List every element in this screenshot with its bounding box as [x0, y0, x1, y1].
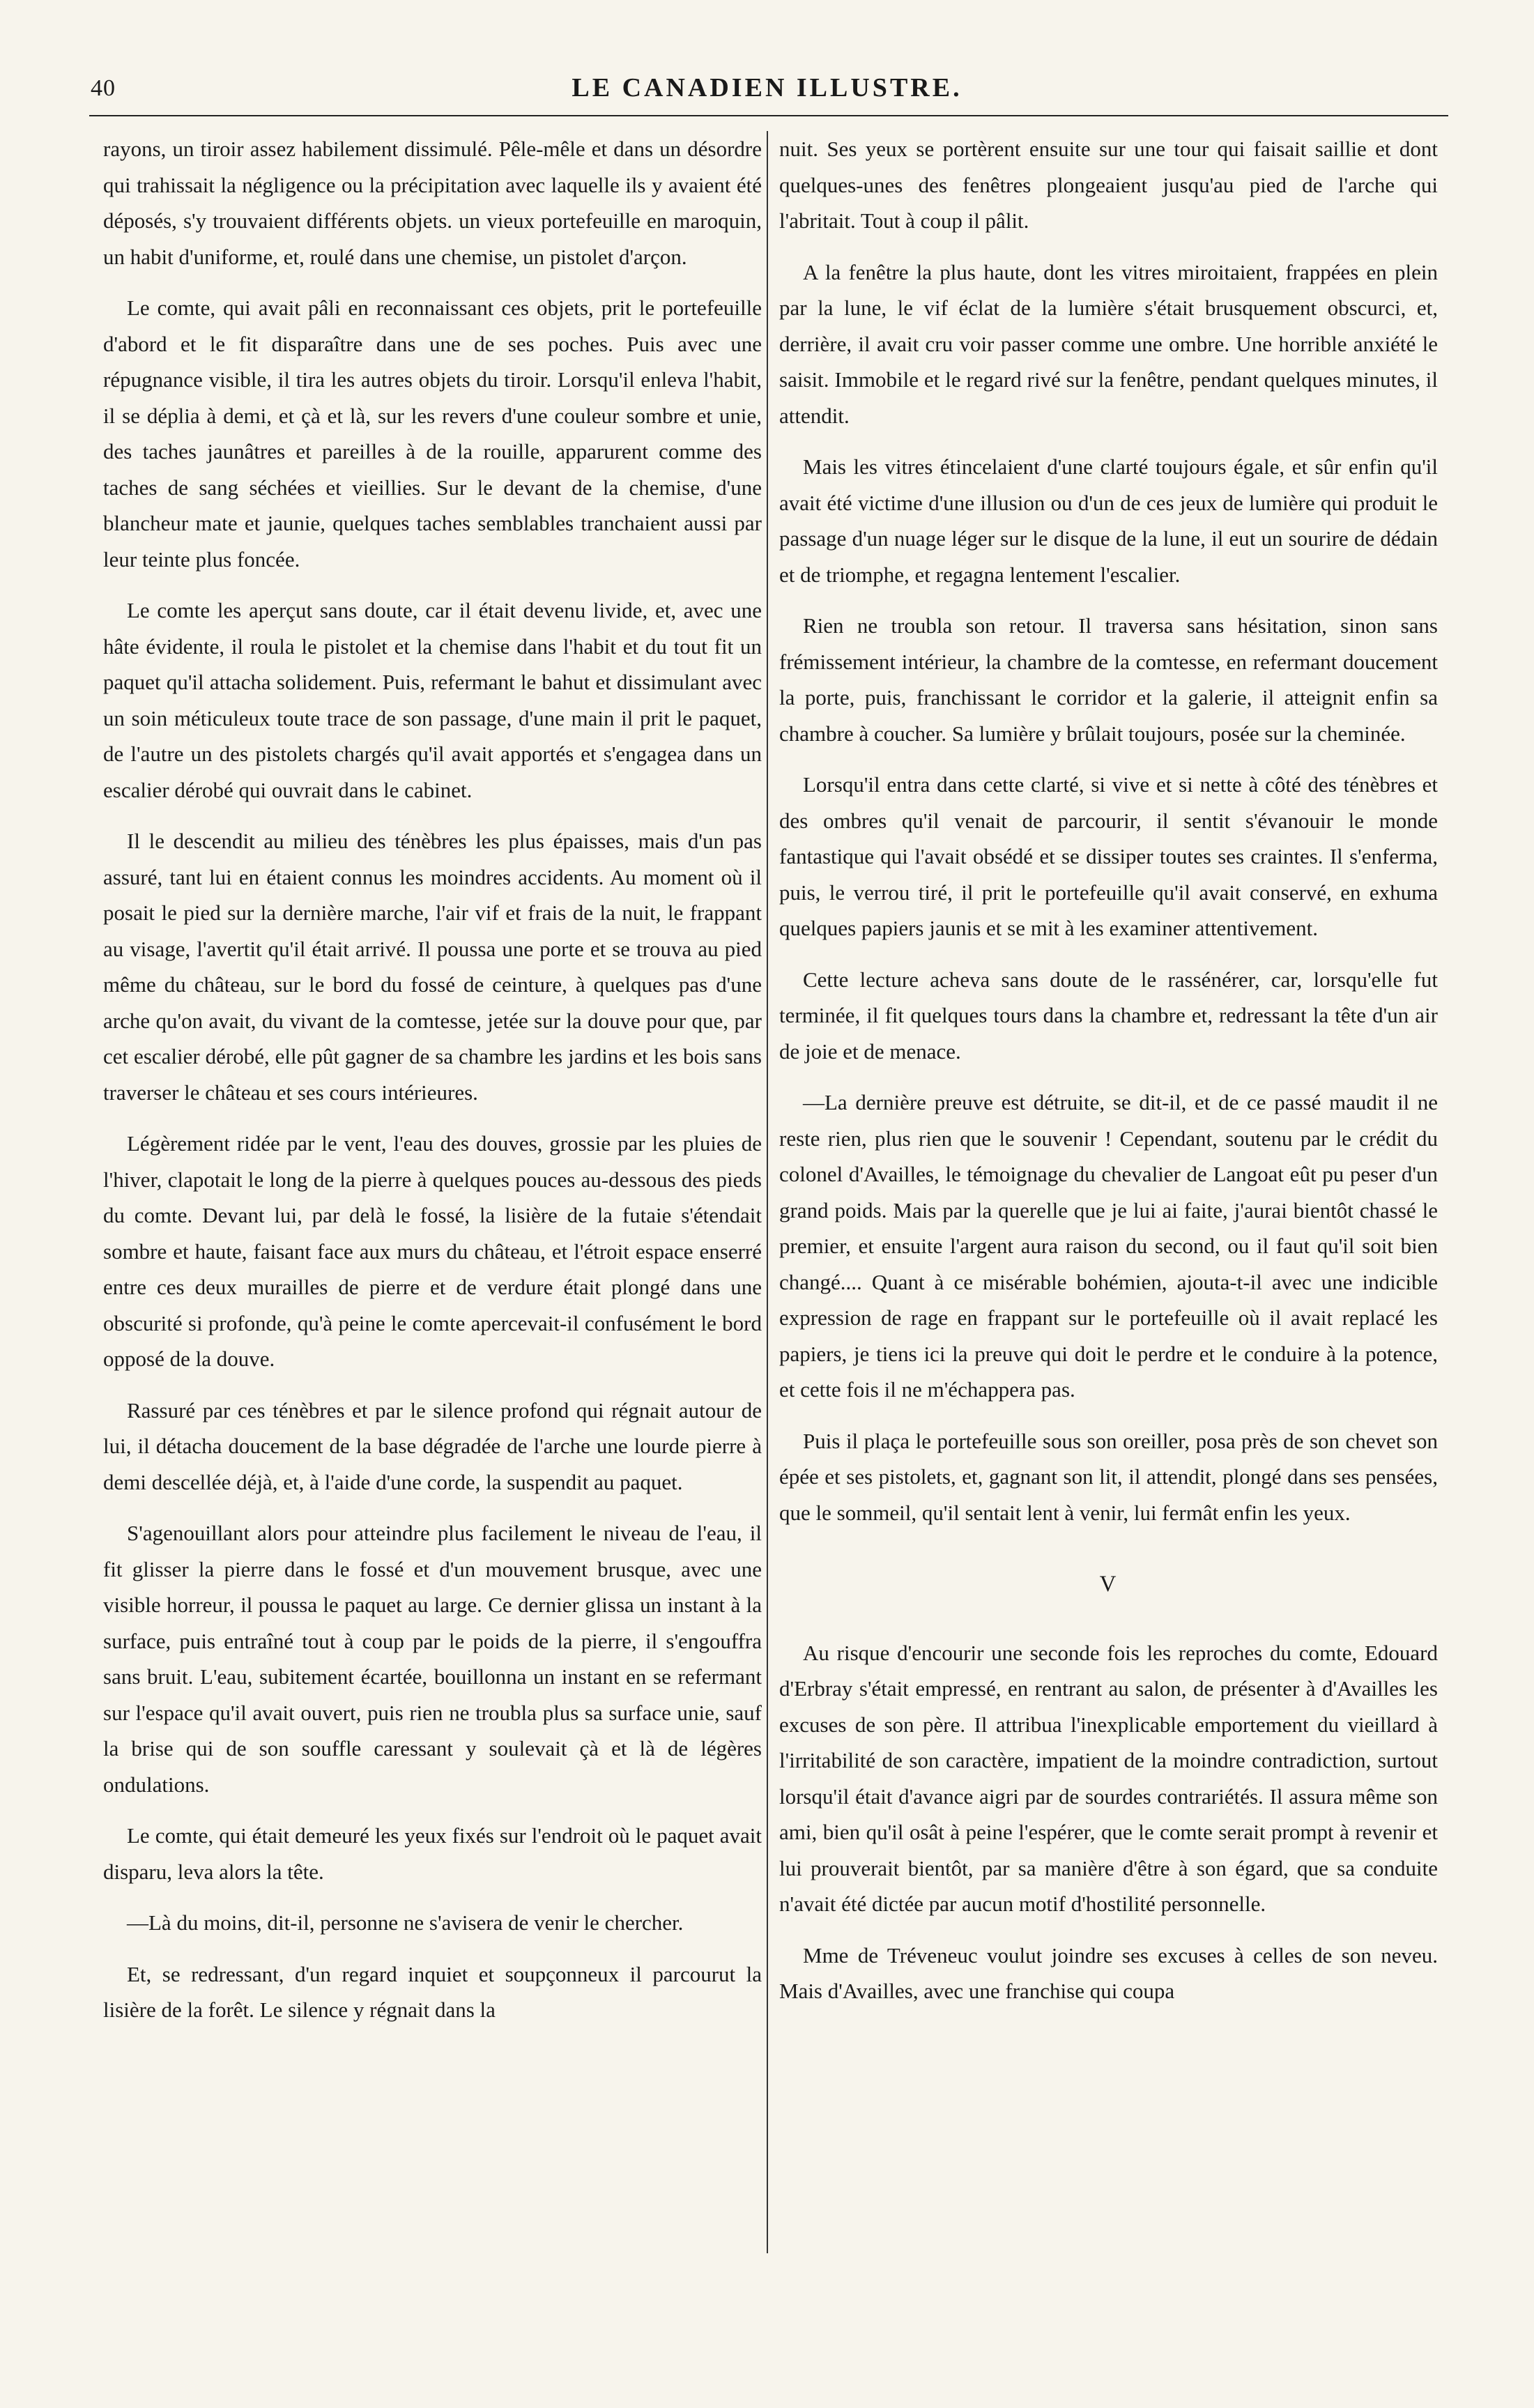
- paragraph: Légèrement ridée par le vent, l'eau des douves, grossie par les pluies de l'hiver, clapotait le long de la pierre à quelques pouces au-dessous des pieds du comte. Devant lui, par delà le fossé, la lisière de la futaie s'étendait sombre et haute, faisant face aux murs du château, et l'étroit espace enserré entre ces deux murailles de pierre et de verdure était plongé dans une obscurité si profonde, qu'à peine le comte apercevait-il confusément le bord opposé de la douve.: [103, 1131, 762, 1371]
- paragraph: Le comte, qui avait pâli en reconnaissant ces objets, prit le portefeuille d'abord et le fit disparaître dans une de ses poches. Puis avec une répugnance visible, il tira les autres objets du tiroir. Lorsqu'il enleva l'habit, il se déplia à demi, et çà et là, sur les revers d'une couleur sombre et unie, des taches jaunâtres et pareilles à de la rouille, apparurent comme des taches de sang séchées et vieillies. Sur le devant de la chemise, d'une blancheur mate et jaunie, quelques taches semblables tranchaient aussi par leur teinte plus foncée.: [103, 296, 762, 572]
- paragraph: Cette lecture acheva sans doute de le rassénérer, car, lorsqu'elle fut terminée, il fit quelques tours dans la chambre et, redressant la tête d'un air de joie et de menace.: [779, 967, 1438, 1064]
- left-column: [103, 131, 762, 2043]
- paragraph: Rassuré par ces ténèbres et par le silence profond qui régnait autour de lui, il détacha doucement de la base dégradée de l'arche une lourde pierre à demi descellée déjà, et, à l'aide d'une corde, la suspendit au paquet.: [103, 1397, 762, 1494]
- paragraph: nuit. Ses yeux se portèrent ensuite sur une tour qui faisait saillie et dont quelques-unes des fenêtres plongeaient jusqu'au pied de l'arche qui l'abritait. Tout à coup il pâlit.: [779, 137, 1438, 233]
- paragraph: Mme de Tréveneuc voulut joindre ses excuses à celles de son neveu. Mais d'Availles, avec une franchise qui coupa: [779, 1942, 1438, 2003]
- section-heading: V: [1099, 1572, 1118, 1597]
- right-column: [779, 131, 1438, 2025]
- page-number: 40: [91, 75, 116, 101]
- paragraph: Au risque d'encourir une seconde fois les reproches du comte, Edouard d'Erbray s'était empressé, en rentrant au salon, de présenter à d'Availles les excuses de son père. Il attribua l'inexplicable emportement du vieillard à l'irritabilité de son caractère, impatient de la moindre contradiction, surtout lorsqu'il était d'avance aigri par de sourdes contrariétés. Il assura même son ami, bien qu'il osât à peine l'espérer, que le comte serait prompt à revenir et lui prouverait bientôt, par sa manière d'être à son égard, que sa conduite n'avait été dictée par aucun motif d'hostilité personnelle.: [779, 1640, 1438, 1916]
- paragraph: Mais les vitres étincelaient d'une clarté toujours égale, et sûr enfin qu'il avait été victime d'une illusion ou d'un de ces jeux de lumière qui produit le passage d'un nuage léger sur le disque de la lune, il eut un sourire de dédain et de triomphe, et regagna lentement l'escalier.: [779, 454, 1438, 587]
- column-divider: [767, 131, 768, 2253]
- paragraph: Lorsqu'il entra dans cette clarté, si vive et si nette à côté des ténèbres et des ombres qu'il venait de parcourir, il sentit s'évanouir le monde fantastique qui l'avait obsédé et se dissiper toutes ses craintes. Il s'enferma, puis, le verrou tiré, il prit le portefeuille qu'il avait conservé, en exhuma quelques papiers jaunis et se mit à les examiner attentivement.: [779, 772, 1438, 940]
- paragraph: Puis il plaça le portefeuille sous son oreiller, posa près de son chevet son épée et ses pistolets, et, gagnant son lit, il attendit, plongé dans ses pensées, que le sommeil, qu'il sentait lent à venir, lui fermât enfin les yeux.: [779, 1428, 1438, 1525]
- journal-title: LE CANADIEN ILLUSTRE.: [572, 73, 962, 102]
- paragraph: A la fenêtre la plus haute, dont les vitres miroitaient, frappées en plein par la lune, le vif éclat de la lumière s'était brusquement obscurci, et, derrière, il avait cru voir passer comme une ombre. Une horrible anxiété le saisit. Immobile et le regard rivé sur la fenêtre, pendant quelques minutes, il attendit.: [779, 259, 1438, 428]
- paragraph: S'agenouillant alors pour atteindre plus facilement le niveau de l'eau, il fit glisser la pierre dans le fossé et d'un mouvement brusque, avec une visible horreur, il poussa le paquet au large. Ce dernier glissa un instant à la surface, puis entraîné tout à coup par le poids de la pierre, il s'engouffra sans bruit. L'eau, subitement écartée, bouillonna un instant en se refermant sur l'espace qu'il avait ouvert, puis rien ne troubla plus sa surface unie, sauf la brise qui de son souffle caressant y soulevait çà et là de légères ondulations.: [103, 1521, 762, 1797]
- header-rule: [89, 115, 1448, 116]
- paragraph: Le comte les aperçut sans doute, car il était devenu livide, et, avec une hâte évidente, il roula le pistolet et la chemise dans l'habit et du tout fit un paquet qu'il attacha solidement. Puis, refermant le bahut et dissimulant avec un soin méticuleux toute trace de son passage, d'une main il prit le paquet, de l'autre un des pistolets chargés qu'il avait apportés et s'engagea dans un escalier dérobé qui ouvrait dans le cabinet.: [103, 598, 762, 802]
- paragraph: —La dernière preuve est détruite, se dit-il, et de ce passé maudit il ne reste rien, plus rien que le souvenir ! Cependant, soutenu par le crédit du colonel d'Availles, le témoignage du chevalier de Langoat eût pu peser d'un grand poids. Mais par la querelle que je lui ai faite, j'aurai bientôt chassé le premier, et ensuite l'argent aura raison du second, ou il faut qu'il soit bien changé.... Quant à ce misérable bohémien, ajouta-t-il avec une indicible expression de rage en frappant sur le portefeuille où il avait replacé les papiers, je tiens ici la preuve qui doit le perdre et le conduire à la potence, et cette fois il ne m'échappera pas.: [779, 1090, 1438, 1402]
- paragraph: —Là du moins, dit-il, personne ne s'avisera de venir le chercher.: [127, 1910, 684, 1935]
- paragraph: Il le descendit au milieu des ténèbres les plus épaisses, mais d'un pas assuré, tant lui en étaient connus les moindres accidents. Au moment où il posait le pied sur la dernière marche, l'air vif et frais de la nuit, le frappant au visage, l'avertit qu'il était arrivé. Il poussa une porte et se trouva au pied même du château, sur le bord du fossé de ceinture, à quelques pas d'une arche qu'on avait, du vivant de la comtesse, jetée sur la douve pour que, par cet escalier dérobé, elle pût gagner de sa chambre les jardins et les bois sans traverser le château et ses cours intérieures.: [103, 829, 762, 1105]
- paragraph: rayons, un tiroir assez habilement dissimulé. Pêle-mêle et dans un désordre qui trahissait la négligence ou la précipitation avec laquelle ils y avaient été déposés, s'y trouvaient différents objets. un vieux portefeuille en maroquin, un habit d'uniforme, et, roulé dans une chemise, un pistolet d'arçon.: [103, 137, 762, 269]
- paragraph: Et, se redressant, d'un regard inquiet et soupçonneux il parcourut la lisière de la forêt. Le silence y régnait dans la: [103, 1961, 762, 2022]
- paragraph: Le comte, qui était demeuré les yeux fixés sur l'endroit où le paquet avait disparu, leva alors la tête.: [103, 1823, 762, 1884]
- paragraph: Rien ne troubla son retour. Il traversa sans hésitation, sinon sans frémissement intérieur, la chambre de la comtesse, en refermant doucement la porte, puis, franchissant le corridor et la galerie, il atteignit enfin sa chambre à coucher. Sa lumière y brûlait toujours, posée sur la cheminée.: [779, 613, 1438, 746]
